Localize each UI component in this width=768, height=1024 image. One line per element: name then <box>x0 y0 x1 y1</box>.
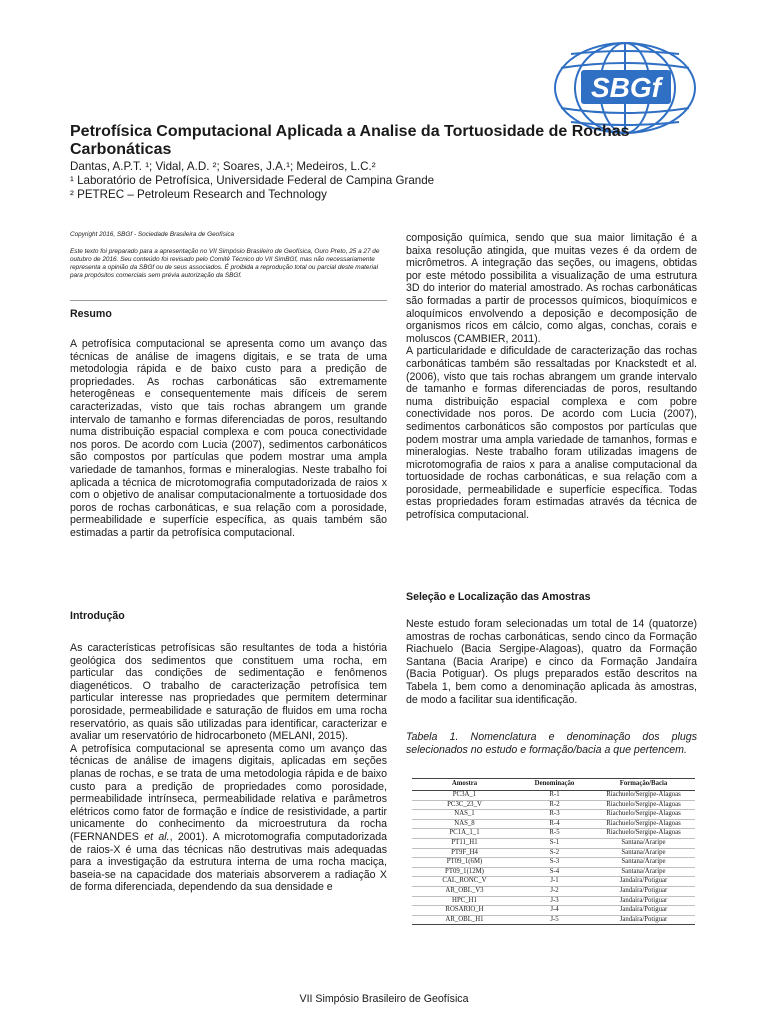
footer: VII Simpósio Brasileiro de Geofísica <box>299 993 469 1005</box>
table-cell: Santana/Araripe <box>592 848 695 858</box>
table-cell: CAL_RONC_V <box>412 877 517 887</box>
copyright-text: Este texto foi preparado para a apresentação no VII Simpósio Brasileiro de Geofísica, Ouro Preto, 25 a 27 de outubro de 2016. Seu conteúdo foi revisado pelo Comitê Técnico do VII SimBGf, mas não necessariamente representa a opinião da SBGf ou de seus associados. É proibida a reprodução total ou parcial deste material para propósitos comerciais sem prévia autorização da SBGf. <box>70 248 380 279</box>
table-cell: PT09_1(6M) <box>412 858 517 868</box>
intro-paragraph-1: As características petrofísicas são resultantes de toda a história geológica dos sedimentos que constituem uma rocha, em particular das condições de sedimentação e fenômenos diagenéticos. O trabalho de caracterização petrofísica tem particular interesse nas propriedades que permitem determinar porosidade, permeabilidade e saturação de fluidos em uma rocha reservatório, as quais são utilizadas para identificar, caracterizar e avaliar um reservatório de hidrocarboneto (MELANI, 2015). <box>70 642 387 743</box>
author-block <box>70 160 630 202</box>
table-row <box>412 906 695 916</box>
author-names: Dantas, A.P.T. ¹; Vidal, A.D. ²; Soares, J.A.¹; Medeiros, L.C.² <box>70 160 376 173</box>
table-row <box>412 858 695 868</box>
table-header: Formação/Bacia <box>592 779 695 791</box>
logo-text: SBGf <box>591 72 661 103</box>
table-row <box>412 838 695 848</box>
table-cell: Riachuelo/Sergipe-Alagoas <box>592 829 695 839</box>
table-cell: Jandaíra/Potiguar <box>592 877 695 887</box>
table-row <box>412 810 695 820</box>
table-row <box>412 877 695 887</box>
table-cell: Jandaíra/Potiguar <box>592 906 695 916</box>
table-cell: R-3 <box>517 810 592 820</box>
copyright-line: Copyright 2016, SBGf - Sociedade Brasileira de Geofísica <box>70 231 235 238</box>
table-body <box>412 791 695 925</box>
table-row <box>412 819 695 829</box>
table-caption: Tabela 1. Nomenclatura e denominação dos plugs selecionados no estudo e formação/bacia a que pertencem. <box>406 731 697 756</box>
table-cell: R-4 <box>517 819 592 829</box>
table-cell: PC3A_1 <box>412 791 517 801</box>
paper-title: Petrofísica Computacional Aplicada a Analise da Tortuosidade de Rochas Carbonáticas <box>70 123 630 158</box>
table-cell: Santana/Araripe <box>592 858 695 868</box>
resumo-heading: Resumo <box>70 308 112 320</box>
intro-body <box>70 642 387 894</box>
table-cell: PT11_H1 <box>412 838 517 848</box>
table-cell: NAS_8 <box>412 819 517 829</box>
table-cell: Jandaíra/Potiguar <box>592 915 695 925</box>
sbgf-logo <box>553 40 698 136</box>
table-cell: S-2 <box>517 848 592 858</box>
table-row <box>412 867 695 877</box>
affiliation-1: ¹ Laboratório de Petrofísica, Universidade Federal de Campina Grande <box>70 174 435 187</box>
table-cell: Riachuelo/Sergipe-Alagoas <box>592 810 695 820</box>
table-cell: R-5 <box>517 829 592 839</box>
table-cell: J-2 <box>517 886 592 896</box>
table-cell: PC3C_23_V <box>412 800 517 810</box>
table-header-row <box>412 779 695 791</box>
table-cell: Santana/Araripe <box>592 838 695 848</box>
right-column-body <box>406 232 697 522</box>
table-row <box>412 791 695 801</box>
divider <box>70 300 387 301</box>
right-paragraph-1: composição química, sendo que sua maior limitação é a baixa resolução atingida, que muitas vezes é da ordem de micrômetros. A integração das seções, ou imagens, obtidas por este método possibilita a visualização de uma estrutura 3D do interior do material amostrado. As rochas carbonáticas são formadas a partir de processos químicos, bioquímicos e aloquímicos envolvendo a deposição e decomposição de organismos ricos em cálcio, como algas, conchas, corais e moluscos (CAMBIER, 2011). <box>406 232 697 345</box>
table-cell: Riachuelo/Sergipe-Alagoas <box>592 819 695 829</box>
table-header: Denominação <box>517 779 592 791</box>
table-cell: Riachuelo/Sergipe-Alagoas <box>592 791 695 801</box>
table-cell: HPC_H1 <box>412 896 517 906</box>
table-cell: PC1A_1_1 <box>412 829 517 839</box>
table-row <box>412 896 695 906</box>
table-cell: S-4 <box>517 867 592 877</box>
table-cell: R-1 <box>517 791 592 801</box>
table-cell: AR_OBL_V3 <box>412 886 517 896</box>
intro-heading: Introdução <box>70 610 125 622</box>
intro-paragraph-2: A petrofísica computacional se apresenta como um avanço das técnicas de análise de imagens digitais, aplicadas em seções planas de rochas, e se trata de uma metodologia rápida e de baixo custo para a predição de propriedades como porosidade, permeabilidade intrínseca, permeabilidade relativa e parâmetros elétricos como fator de formação e índice de resistividade, a partir unicamente do conhecimento da microestrutura da rocha (FERNANDES et al., 2001). A microtomografia computadorizada de raios-X é uma das técnicas não destrutivas mais adequadas para a investigação da estrutura interna de uma rocha maciça, baseia-se na capacidade dos materiais absorverem a radiação X de forma diferenciada, dependendo da sua densidade e <box>70 742 387 894</box>
table-cell: J-4 <box>517 906 592 916</box>
table-cell: ROSARIO_H <box>412 906 517 916</box>
table-cell: R-2 <box>517 800 592 810</box>
table-cell: S-3 <box>517 858 592 868</box>
copyright-notice <box>70 231 387 280</box>
table-row <box>412 886 695 896</box>
table-cell: J-3 <box>517 896 592 906</box>
affiliation-2: ² PETREC – Petroleum Research and Technology <box>70 188 327 201</box>
table-cell: PT09_1(12M) <box>412 867 517 877</box>
table-cell: S-1 <box>517 838 592 848</box>
table-row <box>412 829 695 839</box>
table-cell: Jandaíra/Potiguar <box>592 896 695 906</box>
table-cell: Santana/Araripe <box>592 867 695 877</box>
table-row <box>412 915 695 925</box>
table-cell: AR_OBL_H1 <box>412 915 517 925</box>
table-header: Amostra <box>412 779 517 791</box>
resumo-text: A petrofísica computacional se apresenta como um avanço das técnicas de análise de imagens digitais, e se trata de uma metodologia rápida e de baixo custo para a predição de propriedades. As rochas carbonáticas são extremamente heterogêneas e consequentemente mais difíceis de serem caracterizadas, visto que tais rochas abrangem um grande intervalo de tamanho e formas diferenciadas de poros, resultando numa distribuição espacial complexa e com pouca conectividade nos poros. De acordo com Lucia (2007), sedimentos carbonáticos são compostos por partículas que podem mostrar uma ampla variedade de tamanhos, formas e mineralogias. Neste trabalho foi aplicada a técnica de microtomografia computadorizada de raios x com o objetivo de analisar computacionalmente a tortuosidade dos poros de rochas carbonáticas, e sua relação com a porosidade, permeabilidade e superfície específica, as quais também são estimadas a partir da petrofísica computacional. <box>70 338 387 539</box>
table-row <box>412 800 695 810</box>
table-cell: PT9F_H4 <box>412 848 517 858</box>
right-paragraph-2: A particularidade e dificuldade de caracterização das rochas carbonáticas também são ressaltadas por Knackstedt et al. (2006), visto que tais rochas abrangem um grande intervalo de tamanho e formas diferenciadas de poros, resultando numa distribuição espacial complexa e com pobre conectividade nos poros. De acordo com Lucia (2007), sedimentos carbonáticos são compostos por partículas que podem mostrar uma ampla variedade de tamanhos, formas e mineralogias. Neste trabalho foram utilizadas imagens de microtomografia de raios x para a analise computacional da tortuosidade de rochas carbonáticas, e sua relação com a porosidade, permeabilidade e superfície específica. Todas estas propriedades foram estimadas através da técnica de petrofísica computacional. <box>406 345 697 522</box>
table-cell: J-1 <box>517 877 592 887</box>
table-cell: Jandaíra/Potiguar <box>592 886 695 896</box>
table-cell: NAS_1 <box>412 810 517 820</box>
selecao-text: Neste estudo foram selecionadas um total de 14 (quatorze) amostras de rochas carbonáticas, sendo cinco da Formação Riachuelo (Bacia Sergipe-Alagoas), quatro da Formação Santana (Bacia Araripe) e cinco da Formação Jandaíra (Bacia Potiguar). Os plugs preparados estão descritos na Tabela 1, bem como a denominação aplicada às amostras, de modo a facilitar sua identificação. <box>406 618 697 706</box>
selecao-heading: Seleção e Localização das Amostras <box>406 591 591 603</box>
table-cell: J-5 <box>517 915 592 925</box>
table-cell: Riachuelo/Sergipe-Alagoas <box>592 800 695 810</box>
table-row <box>412 848 695 858</box>
samples-table <box>412 778 695 925</box>
